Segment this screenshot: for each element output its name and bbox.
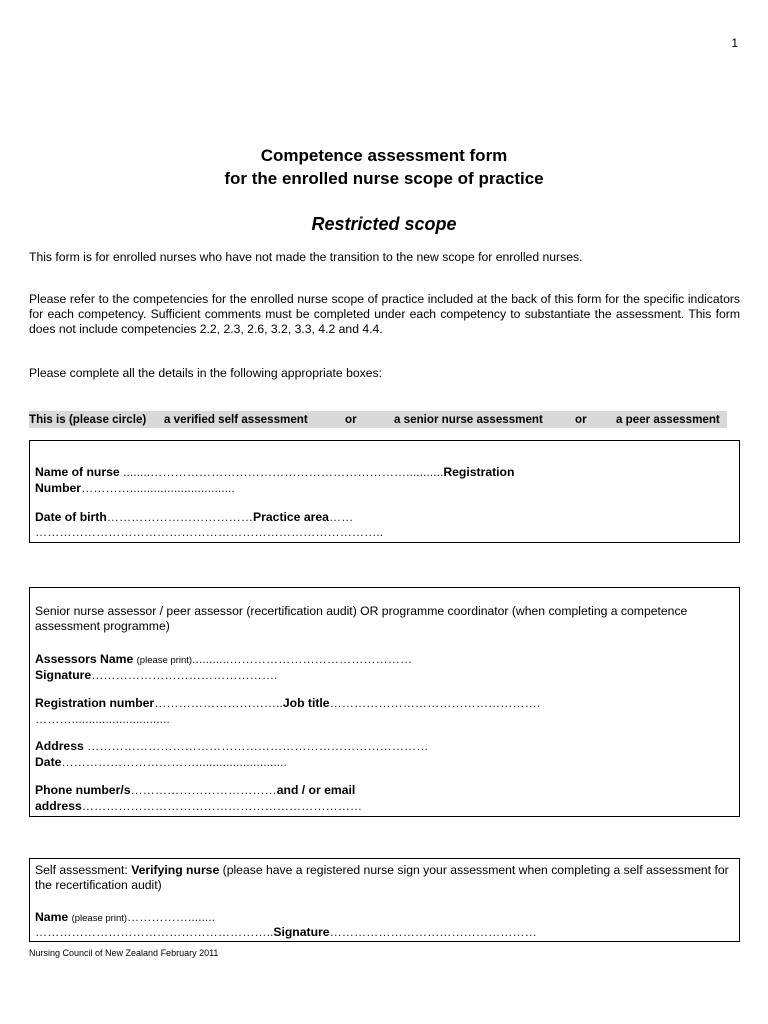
self-assessment-box [29,858,740,942]
assessor-intro: Senior nurse assessor / peer assessor (recertification audit) OR programme coordinator (when completing a competence assessment programme) [35,604,688,633]
or-separator-2: or [575,413,587,426]
form-subtitle: Restricted scope [311,214,457,234]
date-row [35,755,287,770]
assessor-name-field[interactable]: ...........……………………………………… [192,652,413,666]
date-field[interactable]: ……………………………........................... [61,755,287,769]
assessor-signature-field[interactable]: ………………………………………. [91,668,278,682]
self-assessment-label: Self assessment: [35,863,132,877]
assessment-type-bar [29,411,727,428]
practice-area-line-2 [35,525,383,540]
option-senior-nurse-assessment[interactable]: a senior nurse assessment [394,413,543,426]
self-assessment-instructions: (please have a registered nurse sign your assessment when completing a self assessment for the recertification audit) [35,863,729,892]
address-label: Address [35,739,84,753]
nurse-details-box [29,440,740,543]
nurse-name-field[interactable]: ........………………………………………………………........... [123,465,444,479]
nurse-name-row [35,465,514,480]
practice-area-label: Practice area [253,510,329,524]
verifier-name-label: Name [35,910,69,924]
assessment-type-prompt: This is (please circle) [29,413,147,426]
registration-number-field[interactable]: …………............................... [81,481,235,495]
dob-label: Date of birth [35,510,107,524]
job-title-label: Job title [282,696,330,710]
complete-instruction: Please complete all the details in the following appropriate boxes: [29,366,382,380]
please-print-note: (please print) [136,655,193,666]
address-field[interactable]: ………………………………………………………………………… [87,739,429,753]
phone-row [35,783,355,798]
refer-paragraph: Please refer to the competencies for the enrolled nurse scope of practice included at the back of this form for the specific indicators for each competency. Sufficient comments must be completed under each competency to substantiate the assessment. This form does not include competencies 2.2, 2.3, 2.6, 3.2, 3.3, 4.2 and 4.4. [29,292,740,336]
signature-label: Signature [35,668,92,682]
verifier-signature-row [35,925,537,940]
date-label: Date [35,755,62,769]
verifier-signature-label: Signature [273,925,330,939]
dob-row [35,510,353,525]
assessor-name-label: Assessors Name [35,652,134,666]
intro-paragraph: This form is for enrolled nurses who have not made the transition to the new scope for enrolled nurses. [29,250,583,264]
assessor-registration-row [35,696,540,711]
or-separator-1: or [345,413,357,426]
phone-label: Phone number/s [35,783,131,797]
page-number: 1 [731,36,738,50]
job-title-field-continued[interactable]: ………............................. [35,712,170,726]
page-footer: Nursing Council of New Zealand February 2011 [29,948,219,958]
email-label: and / or email [276,783,356,797]
please-print-note-2: (please print) [71,913,128,924]
assessor-signature-row [35,668,277,683]
assessor-name-row [35,652,412,668]
job-title-line-2 [35,712,170,727]
verifier-name-field[interactable]: ……………........ [127,910,216,924]
option-verified-self-assessment[interactable]: a verified self assessment [164,413,308,426]
registration-number-label: Registration number [35,696,155,710]
verifier-name-row [35,910,215,926]
verifier-signature-field[interactable]: …………………………………………… [329,925,537,939]
email-row [35,799,362,814]
form-title-line-1: Competence assessment form [260,146,508,165]
job-title-field[interactable]: ……………………………………………. [329,696,541,710]
number-label: Number [35,481,82,495]
practice-area-field-continued[interactable]: ………………………………………………………………………….. [35,525,384,539]
email-field[interactable]: …………………………………………………………… [81,799,363,813]
registration-label: Registration [443,465,515,479]
email-label-continued: address [35,799,82,813]
assessor-registration-field[interactable]: ………………………….. [154,696,283,710]
practice-area-field[interactable]: …… [328,510,354,524]
option-peer-assessment[interactable]: a peer assessment [616,413,720,426]
verifying-nurse-label: Verifying nurse [131,863,220,877]
nurse-name-label: Name of nurse [35,465,120,479]
self-assessment-intro [35,863,735,893]
form-title-line-2: for the enrolled nurse scope of practice [224,169,544,188]
dob-field[interactable]: ……………………………… [106,510,254,524]
registration-number-row [35,481,235,496]
verifier-name-field-continued[interactable]: ………………………………………………….. [35,925,274,939]
assessor-details-box [29,587,740,817]
phone-field[interactable]: ……………………………… [130,783,277,797]
address-row [35,739,428,754]
